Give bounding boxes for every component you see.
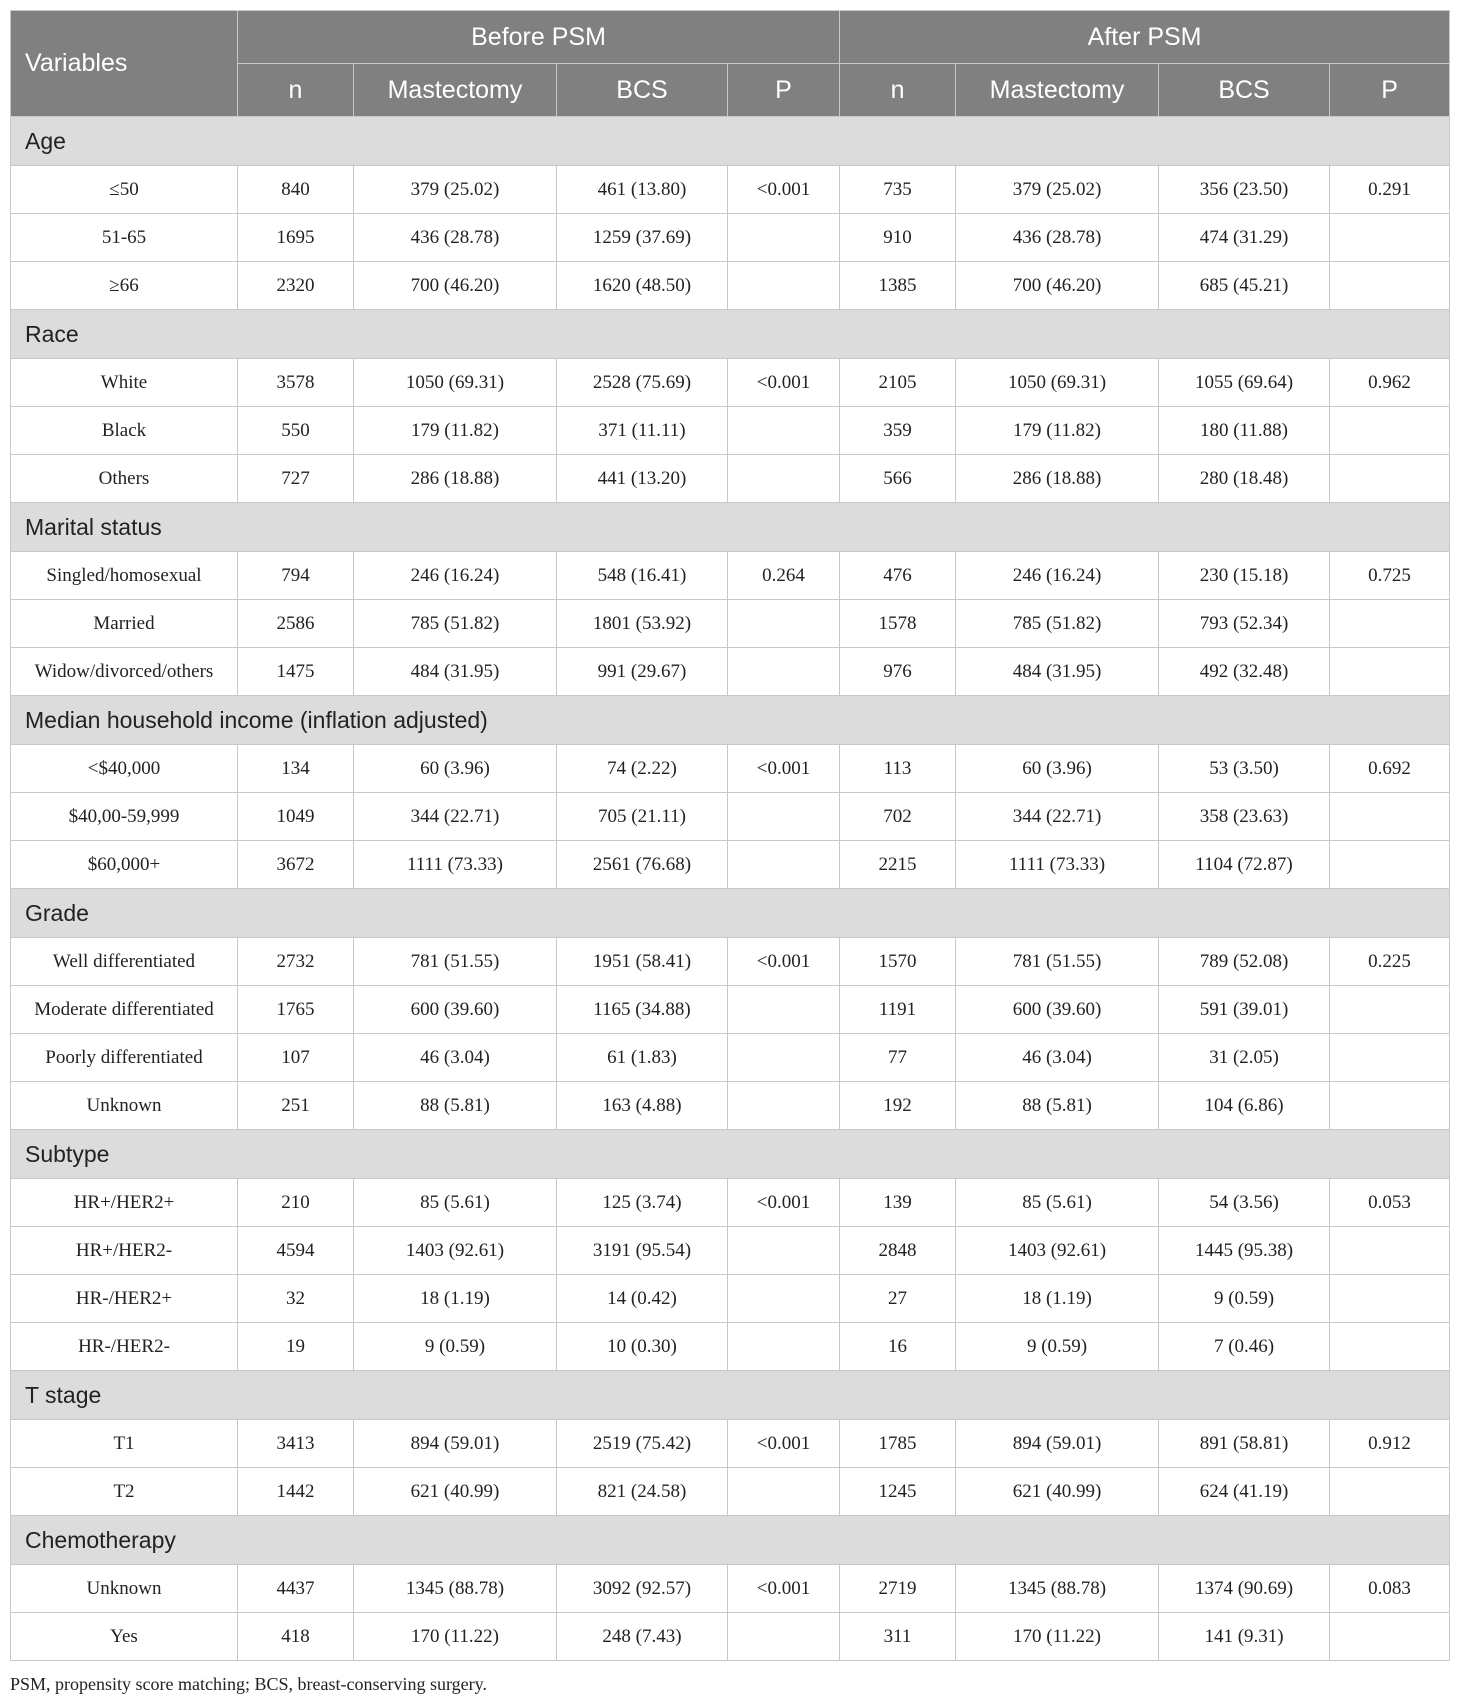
after-mastectomy-cell: 9 (0.59) (956, 1323, 1159, 1371)
table-row (11, 841, 1450, 889)
variable-cell: Widow/divorced/others (11, 648, 238, 696)
after-p-cell (1330, 648, 1450, 696)
after-mastectomy-cell: 484 (31.95) (956, 648, 1159, 696)
after-bcs-cell: 891 (58.81) (1159, 1420, 1330, 1468)
variable-cell: HR+/HER2- (11, 1227, 238, 1275)
variable-cell: ≤50 (11, 166, 238, 214)
after-n-cell: 113 (840, 745, 956, 793)
after-n-cell: 1385 (840, 262, 956, 310)
before-bcs-cell: 441 (13.20) (557, 455, 728, 503)
after-mastectomy-cell: 600 (39.60) (956, 986, 1159, 1034)
after-mastectomy-cell: 246 (16.24) (956, 552, 1159, 600)
table-row (11, 938, 1450, 986)
section-row (11, 696, 1450, 745)
after-bcs-cell: 230 (15.18) (1159, 552, 1330, 600)
after-n-cell: 1570 (840, 938, 956, 986)
section-title: Chemotherapy (11, 1516, 1450, 1565)
before-mastectomy-cell: 18 (1.19) (354, 1275, 557, 1323)
after-bcs-cell: 624 (41.19) (1159, 1468, 1330, 1516)
after-bcs-cell: 141 (9.31) (1159, 1613, 1330, 1661)
before-n-cell: 2732 (238, 938, 354, 986)
variable-cell: $40,00-59,999 (11, 793, 238, 841)
before-n-cell: 840 (238, 166, 354, 214)
after-n-cell: 2215 (840, 841, 956, 889)
after-n-cell: 1245 (840, 1468, 956, 1516)
before-p-cell: <0.001 (728, 166, 840, 214)
after-bcs-cell: 1374 (90.69) (1159, 1565, 1330, 1613)
table-footnote: PSM, propensity score matching; BCS, breast-conserving surgery. (10, 1674, 487, 1694)
table-row (11, 1323, 1450, 1371)
before-n-cell: 794 (238, 552, 354, 600)
after-n-cell: 359 (840, 407, 956, 455)
table-row (11, 1275, 1450, 1323)
after-mastectomy-cell: 436 (28.78) (956, 214, 1159, 262)
table-row (11, 1227, 1450, 1275)
after-bcs-cell: 474 (31.29) (1159, 214, 1330, 262)
after-bcs-cell: 53 (3.50) (1159, 745, 1330, 793)
after-p-cell (1330, 455, 1450, 503)
after-bcs-cell: 54 (3.56) (1159, 1179, 1330, 1227)
table-row (11, 793, 1450, 841)
header-before-mastectomy: Mastectomy (354, 64, 557, 117)
before-bcs-cell: 3191 (95.54) (557, 1227, 728, 1275)
before-n-cell: 4594 (238, 1227, 354, 1275)
after-n-cell: 910 (840, 214, 956, 262)
table-row (11, 648, 1450, 696)
after-bcs-cell: 492 (32.48) (1159, 648, 1330, 696)
after-n-cell: 566 (840, 455, 956, 503)
after-mastectomy-cell: 46 (3.04) (956, 1034, 1159, 1082)
after-n-cell: 702 (840, 793, 956, 841)
before-mastectomy-cell: 894 (59.01) (354, 1420, 557, 1468)
before-mastectomy-cell: 781 (51.55) (354, 938, 557, 986)
before-bcs-cell: 991 (29.67) (557, 648, 728, 696)
variable-cell: HR-/HER2+ (11, 1275, 238, 1323)
after-bcs-cell: 1104 (72.87) (1159, 841, 1330, 889)
variable-cell: ≥66 (11, 262, 238, 310)
before-p-cell (728, 262, 840, 310)
after-mastectomy-cell: 894 (59.01) (956, 1420, 1159, 1468)
before-n-cell: 3413 (238, 1420, 354, 1468)
after-n-cell: 2105 (840, 359, 956, 407)
before-n-cell: 2320 (238, 262, 354, 310)
table-row (11, 986, 1450, 1034)
before-p-cell: <0.001 (728, 1179, 840, 1227)
after-n-cell: 16 (840, 1323, 956, 1371)
variable-cell: Unknown (11, 1565, 238, 1613)
before-mastectomy-cell: 484 (31.95) (354, 648, 557, 696)
after-p-cell (1330, 214, 1450, 262)
before-n-cell: 1049 (238, 793, 354, 841)
after-bcs-cell: 358 (23.63) (1159, 793, 1330, 841)
after-mastectomy-cell: 344 (22.71) (956, 793, 1159, 841)
variable-cell: Yes (11, 1613, 238, 1661)
before-mastectomy-cell: 88 (5.81) (354, 1082, 557, 1130)
before-n-cell: 1475 (238, 648, 354, 696)
variable-cell: 51-65 (11, 214, 238, 262)
variable-cell: T2 (11, 1468, 238, 1516)
before-bcs-cell: 2528 (75.69) (557, 359, 728, 407)
after-p-cell: 0.692 (1330, 745, 1450, 793)
after-p-cell (1330, 793, 1450, 841)
after-mastectomy-cell: 1403 (92.61) (956, 1227, 1159, 1275)
section-title: Age (11, 117, 1450, 166)
after-n-cell: 735 (840, 166, 956, 214)
before-p-cell: <0.001 (728, 1420, 840, 1468)
before-p-cell (728, 1613, 840, 1661)
before-bcs-cell: 548 (16.41) (557, 552, 728, 600)
after-bcs-cell: 7 (0.46) (1159, 1323, 1330, 1371)
after-bcs-cell: 685 (45.21) (1159, 262, 1330, 310)
table-row (11, 745, 1450, 793)
header-after-bcs: BCS (1159, 64, 1330, 117)
after-n-cell: 192 (840, 1082, 956, 1130)
before-n-cell: 134 (238, 745, 354, 793)
after-n-cell: 77 (840, 1034, 956, 1082)
after-mastectomy-cell: 700 (46.20) (956, 262, 1159, 310)
after-mastectomy-cell: 170 (11.22) (956, 1613, 1159, 1661)
after-mastectomy-cell: 179 (11.82) (956, 407, 1159, 455)
before-p-cell: <0.001 (728, 359, 840, 407)
before-bcs-cell: 74 (2.22) (557, 745, 728, 793)
after-n-cell: 1191 (840, 986, 956, 1034)
variable-cell: Unknown (11, 1082, 238, 1130)
section-row (11, 889, 1450, 938)
variable-cell: Others (11, 455, 238, 503)
before-p-cell (728, 214, 840, 262)
section-row (11, 503, 1450, 552)
before-n-cell: 3672 (238, 841, 354, 889)
before-p-cell (728, 455, 840, 503)
table-row (11, 600, 1450, 648)
variable-cell: Moderate differentiated (11, 986, 238, 1034)
before-p-cell (728, 1468, 840, 1516)
after-p-cell (1330, 407, 1450, 455)
after-bcs-cell: 356 (23.50) (1159, 166, 1330, 214)
before-p-cell (728, 1082, 840, 1130)
after-mastectomy-cell: 286 (18.88) (956, 455, 1159, 503)
before-p-cell (728, 600, 840, 648)
before-mastectomy-cell: 379 (25.02) (354, 166, 557, 214)
before-bcs-cell: 1801 (53.92) (557, 600, 728, 648)
after-p-cell: 0.725 (1330, 552, 1450, 600)
after-mastectomy-cell: 60 (3.96) (956, 745, 1159, 793)
before-n-cell: 2586 (238, 600, 354, 648)
table-row (11, 166, 1450, 214)
variable-cell: White (11, 359, 238, 407)
after-bcs-cell: 31 (2.05) (1159, 1034, 1330, 1082)
after-p-cell: 0.083 (1330, 1565, 1450, 1613)
before-p-cell (728, 841, 840, 889)
table-row (11, 455, 1450, 503)
before-n-cell: 210 (238, 1179, 354, 1227)
header-before-p: P (728, 64, 840, 117)
before-mastectomy-cell: 344 (22.71) (354, 793, 557, 841)
after-bcs-cell: 180 (11.88) (1159, 407, 1330, 455)
before-mastectomy-cell: 1050 (69.31) (354, 359, 557, 407)
after-n-cell: 976 (840, 648, 956, 696)
variable-cell: Well differentiated (11, 938, 238, 986)
before-mastectomy-cell: 785 (51.82) (354, 600, 557, 648)
after-mastectomy-cell: 785 (51.82) (956, 600, 1159, 648)
header-after-mastectomy: Mastectomy (956, 64, 1159, 117)
before-bcs-cell: 1951 (58.41) (557, 938, 728, 986)
before-mastectomy-cell: 170 (11.22) (354, 1613, 557, 1661)
after-p-cell: 0.962 (1330, 359, 1450, 407)
header-variables: Variables (11, 11, 238, 117)
before-n-cell: 32 (238, 1275, 354, 1323)
before-n-cell: 1765 (238, 986, 354, 1034)
before-p-cell (728, 1323, 840, 1371)
variable-cell: $60,000+ (11, 841, 238, 889)
table-row (11, 214, 1450, 262)
before-n-cell: 1695 (238, 214, 354, 262)
before-p-cell (728, 793, 840, 841)
before-mastectomy-cell: 46 (3.04) (354, 1034, 557, 1082)
before-mastectomy-cell: 246 (16.24) (354, 552, 557, 600)
after-mastectomy-cell: 1111 (73.33) (956, 841, 1159, 889)
variable-cell: Poorly differentiated (11, 1034, 238, 1082)
variable-cell: Black (11, 407, 238, 455)
before-mastectomy-cell: 286 (18.88) (354, 455, 557, 503)
before-mastectomy-cell: 700 (46.20) (354, 262, 557, 310)
before-mastectomy-cell: 1111 (73.33) (354, 841, 557, 889)
psm-comparison-table (10, 10, 1450, 1661)
variable-cell: Singled/homosexual (11, 552, 238, 600)
before-n-cell: 727 (238, 455, 354, 503)
table-row (11, 1613, 1450, 1661)
variable-cell: T1 (11, 1420, 238, 1468)
before-mastectomy-cell: 600 (39.60) (354, 986, 557, 1034)
header-before-bcs: BCS (557, 64, 728, 117)
table-row (11, 359, 1450, 407)
before-bcs-cell: 10 (0.30) (557, 1323, 728, 1371)
before-bcs-cell: 163 (4.88) (557, 1082, 728, 1130)
before-bcs-cell: 2561 (76.68) (557, 841, 728, 889)
before-n-cell: 107 (238, 1034, 354, 1082)
variable-cell: Married (11, 600, 238, 648)
before-bcs-cell: 2519 (75.42) (557, 1420, 728, 1468)
before-mastectomy-cell: 621 (40.99) (354, 1468, 557, 1516)
after-mastectomy-cell: 1345 (88.78) (956, 1565, 1159, 1613)
after-n-cell: 2848 (840, 1227, 956, 1275)
header-after-psm: After PSM (840, 11, 1450, 64)
before-bcs-cell: 3092 (92.57) (557, 1565, 728, 1613)
section-row (11, 1516, 1450, 1565)
before-mastectomy-cell: 436 (28.78) (354, 214, 557, 262)
before-bcs-cell: 461 (13.80) (557, 166, 728, 214)
section-title: Subtype (11, 1130, 1450, 1179)
before-mastectomy-cell: 9 (0.59) (354, 1323, 557, 1371)
before-p-cell: <0.001 (728, 745, 840, 793)
after-n-cell: 1578 (840, 600, 956, 648)
before-p-cell (728, 1034, 840, 1082)
table-row (11, 407, 1450, 455)
before-bcs-cell: 705 (21.11) (557, 793, 728, 841)
table-row (11, 1420, 1450, 1468)
after-p-cell: 0.225 (1330, 938, 1450, 986)
before-n-cell: 251 (238, 1082, 354, 1130)
section-row (11, 1130, 1450, 1179)
before-p-cell: 0.264 (728, 552, 840, 600)
before-bcs-cell: 1259 (37.69) (557, 214, 728, 262)
after-bcs-cell: 793 (52.34) (1159, 600, 1330, 648)
after-p-cell (1330, 1227, 1450, 1275)
variable-cell: HR+/HER2+ (11, 1179, 238, 1227)
after-n-cell: 139 (840, 1179, 956, 1227)
after-p-cell: 0.053 (1330, 1179, 1450, 1227)
before-n-cell: 1442 (238, 1468, 354, 1516)
after-p-cell (1330, 841, 1450, 889)
section-title: Marital status (11, 503, 1450, 552)
before-mastectomy-cell: 1403 (92.61) (354, 1227, 557, 1275)
after-p-cell (1330, 1082, 1450, 1130)
before-bcs-cell: 61 (1.83) (557, 1034, 728, 1082)
table-body (11, 117, 1450, 1661)
after-mastectomy-cell: 1050 (69.31) (956, 359, 1159, 407)
after-p-cell (1330, 1275, 1450, 1323)
before-n-cell: 418 (238, 1613, 354, 1661)
after-bcs-cell: 280 (18.48) (1159, 455, 1330, 503)
table-row (11, 552, 1450, 600)
variable-cell: <$40,000 (11, 745, 238, 793)
after-p-cell (1330, 1323, 1450, 1371)
after-n-cell: 311 (840, 1613, 956, 1661)
before-n-cell: 19 (238, 1323, 354, 1371)
after-mastectomy-cell: 85 (5.61) (956, 1179, 1159, 1227)
after-p-cell (1330, 1613, 1450, 1661)
before-n-cell: 4437 (238, 1565, 354, 1613)
section-title: Race (11, 310, 1450, 359)
table-row (11, 1082, 1450, 1130)
header-before-psm: Before PSM (238, 11, 840, 64)
table-row (11, 1468, 1450, 1516)
before-p-cell: <0.001 (728, 1565, 840, 1613)
before-p-cell (728, 407, 840, 455)
before-bcs-cell: 248 (7.43) (557, 1613, 728, 1661)
after-mastectomy-cell: 88 (5.81) (956, 1082, 1159, 1130)
after-n-cell: 1785 (840, 1420, 956, 1468)
before-bcs-cell: 371 (11.11) (557, 407, 728, 455)
after-n-cell: 476 (840, 552, 956, 600)
before-p-cell (728, 986, 840, 1034)
after-p-cell (1330, 262, 1450, 310)
after-p-cell (1330, 1034, 1450, 1082)
table-header (11, 11, 1450, 117)
after-n-cell: 27 (840, 1275, 956, 1323)
before-p-cell: <0.001 (728, 938, 840, 986)
table-row (11, 262, 1450, 310)
before-bcs-cell: 125 (3.74) (557, 1179, 728, 1227)
before-mastectomy-cell: 60 (3.96) (354, 745, 557, 793)
header-after-p: P (1330, 64, 1450, 117)
after-p-cell (1330, 1468, 1450, 1516)
before-bcs-cell: 14 (0.42) (557, 1275, 728, 1323)
after-bcs-cell: 9 (0.59) (1159, 1275, 1330, 1323)
after-p-cell: 0.912 (1330, 1420, 1450, 1468)
header-before-n: n (238, 64, 354, 117)
before-bcs-cell: 821 (24.58) (557, 1468, 728, 1516)
table-container (10, 10, 1449, 1661)
before-mastectomy-cell: 85 (5.61) (354, 1179, 557, 1227)
section-row (11, 310, 1450, 359)
before-n-cell: 550 (238, 407, 354, 455)
before-mastectomy-cell: 1345 (88.78) (354, 1565, 557, 1613)
section-title: Median household income (inflation adjusted) (11, 696, 1450, 745)
after-bcs-cell: 104 (6.86) (1159, 1082, 1330, 1130)
before-p-cell (728, 648, 840, 696)
after-n-cell: 2719 (840, 1565, 956, 1613)
header-after-n: n (840, 64, 956, 117)
before-n-cell: 3578 (238, 359, 354, 407)
before-bcs-cell: 1165 (34.88) (557, 986, 728, 1034)
after-bcs-cell: 591 (39.01) (1159, 986, 1330, 1034)
table-row (11, 1565, 1450, 1613)
variable-cell: HR-/HER2- (11, 1323, 238, 1371)
section-title: Grade (11, 889, 1450, 938)
after-mastectomy-cell: 18 (1.19) (956, 1275, 1159, 1323)
after-p-cell (1330, 600, 1450, 648)
before-bcs-cell: 1620 (48.50) (557, 262, 728, 310)
after-p-cell (1330, 986, 1450, 1034)
after-bcs-cell: 1055 (69.64) (1159, 359, 1330, 407)
before-p-cell (728, 1275, 840, 1323)
after-mastectomy-cell: 621 (40.99) (956, 1468, 1159, 1516)
after-bcs-cell: 789 (52.08) (1159, 938, 1330, 986)
before-p-cell (728, 1227, 840, 1275)
after-bcs-cell: 1445 (95.38) (1159, 1227, 1330, 1275)
section-row (11, 1371, 1450, 1420)
table-row (11, 1034, 1450, 1082)
after-p-cell: 0.291 (1330, 166, 1450, 214)
section-title: T stage (11, 1371, 1450, 1420)
after-mastectomy-cell: 781 (51.55) (956, 938, 1159, 986)
before-mastectomy-cell: 179 (11.82) (354, 407, 557, 455)
after-mastectomy-cell: 379 (25.02) (956, 166, 1159, 214)
section-row (11, 117, 1450, 166)
table-row (11, 1179, 1450, 1227)
